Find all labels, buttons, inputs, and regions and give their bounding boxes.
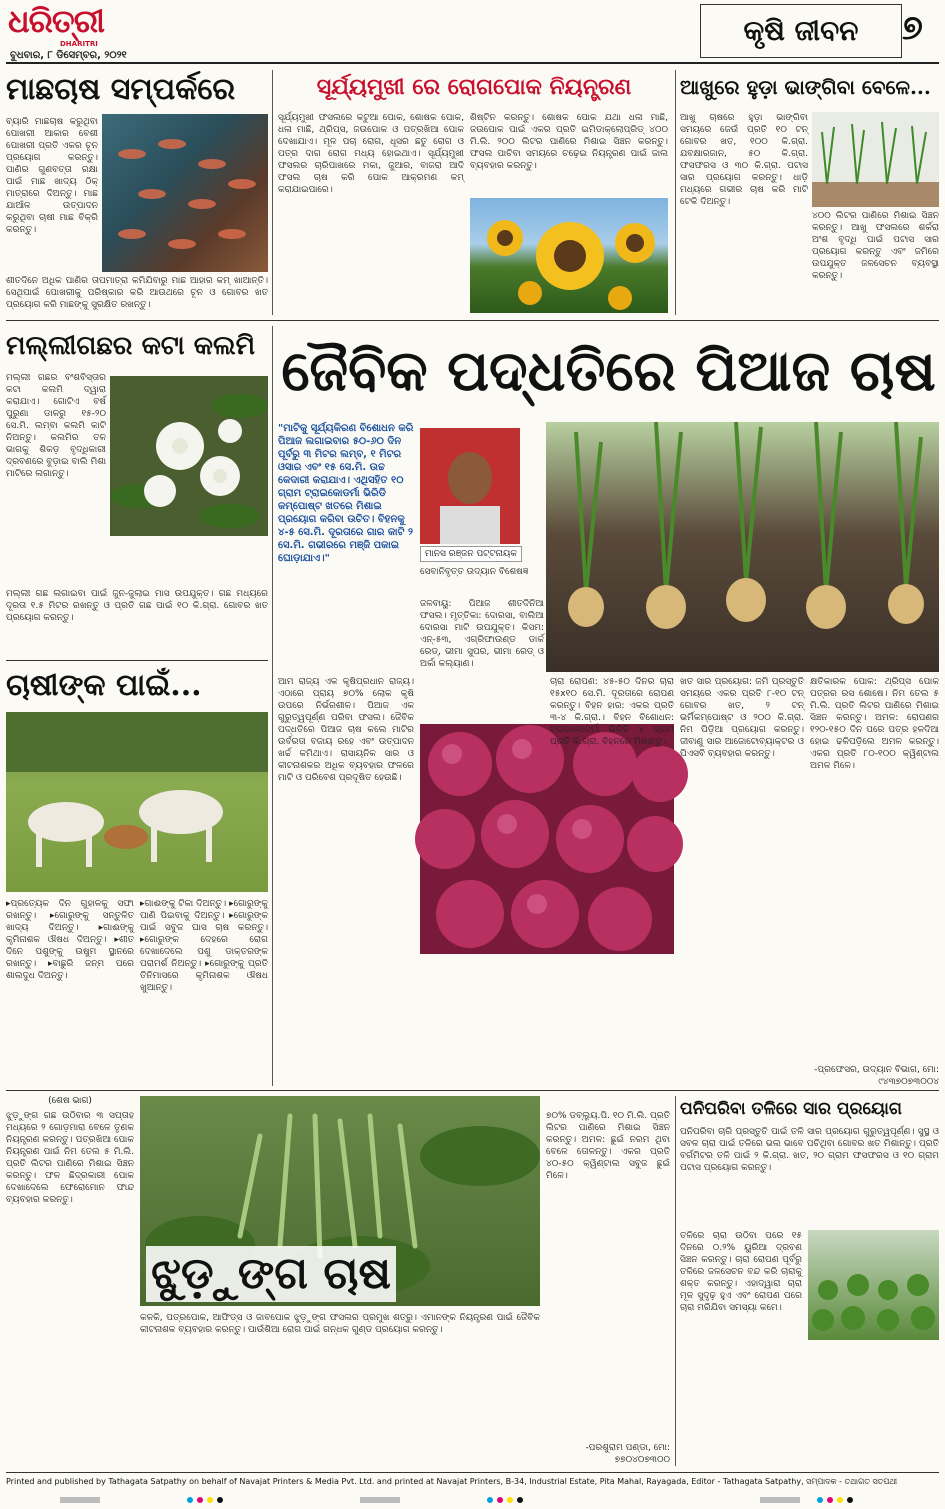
section-title: କୃଷି ଜୀବନ xyxy=(743,14,859,47)
sunflower-body-1: ସୂର୍ଯ୍ୟମୁଖୀ ଫସଲରେ କଟୁଆ ପୋକ, ଶୋଷକ ପୋକ, ଧଳା ମାଛି, ଥ୍ରିପ୍ସ, ଜଉପୋକ ଓ ପତ୍ରଖିଆ ପୋକ ଦେଖାଯାଏ। ମୂଳ ପଚା ରୋଗ, ଧୂସର ଛତୁ ରୋଗ ଓ ପତ୍ର ଦାଗ ରୋଗ ମଧ୍ୟ ହୋଇଥାଏ। ସୂର୍ଯ୍ୟମୁଖୀ ଫସଲର ଚାରିପାଖରେ ମକା, ଜୁଆର, ବାଜରା ଆଦି ଫସଲ ଚାଷ କରି ପୋକ ଆକ୍ରମଣ କମ୍ କରାଯାଇପାରେ। xyxy=(278,113,464,195)
section-divider xyxy=(6,660,268,661)
onion-field-illustration xyxy=(546,422,939,672)
date-line: ବୁଧବାର, ୮ ଡିସେମ୍ବର, ୨୦୨୧ xyxy=(10,50,127,61)
beans-body-1: ଝୁଡ଼ୁଙ୍ଗ ଗଛ ଉଠିବାର ୩ ସପ୍ତାହ ମଧ୍ୟରେ ୨ ଗୋଡ଼ମାରା ବେଳେ ତୃଣକ ନିୟନ୍ତ୍ରଣ କରନ୍ତୁ। ପତ୍ରଖିଆ ପୋକ ନିୟନ୍ତ୍ରଣ ପାଇଁ ନିମ ତେଲ ୫ ମି.ଲି. ପ୍ରତି ଲିଟର ପାଣିରେ ମିଶାଇ ସିଞ୍ଚନ କରନ୍ତୁ। ଫଳ ଛିଦ୍ରକାରୀ ପୋକ ଦେଖାଦେଲେ ଫେରୋମୋନ ଫାନ୍ଦ ବ୍ୟବହାର କରନ୍ତୁ। xyxy=(6,1111,134,1205)
column-divider xyxy=(272,70,273,315)
seedling-photo xyxy=(808,1230,939,1340)
footer-imprint: Printed and published by Tathagata Satpathy on behalf of Navajat Printers & Media Pvt. Ltd. and printed at Navajat Printers, B-34, Industrial Estate, Pita Mahal, Rayagada, Editor - Tathagata Satpathy, ସମ୍ପାଦକ - ତଥାଗତ ସତପଥୀ xyxy=(6,1477,898,1486)
logo-text: ଧରିତ୍ରୀ xyxy=(8,2,104,40)
jasmine-article xyxy=(6,326,268,656)
vegetables-title: ପନିପରିବା ତଳିରେ ସାର ପ୍ରୟୋଗ xyxy=(680,1099,902,1119)
onion-pull-quote: "ମାଟିକୁ ସୂର୍ଯ୍ୟକିରଣ ବିଶୋଧନ କରି ପିଆଜ ଲଗାଇବାର ୫୦-୬୦ ଦିନ ପୂର୍ବରୁ ୩ ମିଟର ଲମ୍ବ, ୧ ମିଟର ଓସାର ଏବଂ ୧୫ ସେ.ମି. ଉଚ୍ଚ କେଦାରୀ କରାଯାଏ। ଏଥିସହିତ ୧୦ ଗ୍ରାମ ଟ୍ରାଇକୋଡର୍ମା ଭିରିଡି କମ୍ପୋଷ୍ଟ ଖତରେ ମିଶାଇ ପ୍ରୟୋଗ କରିବା ଉଚିତ। ବିହନକୁ ୪-୫ ସେ.ମି. ଦୂରତାରେ ଗାର କାଟି ୨ ସେ.ମି. ଗଭୀରରେ ମଞ୍ଜି ପକାଇ ଘୋଡ଼ାଯାଏ।" xyxy=(278,423,414,564)
author-portrait xyxy=(420,428,520,544)
farmers-col-2: ▸ଗାଈଙ୍କୁ ଟିକା ଦିଅନ୍ତୁ। ▸ଗୋରୁଙ୍କୁ ପାଣି ପିଇବାକୁ ଦିଅନ୍ତୁ। ▸ଗୋରୁଙ୍କ ପାଇଁ ସବୁଜ ଘାସ ଚାଷ କରନ୍ତୁ। ▸ଗୋରୁଙ୍କ ଦେହରେ ରୋଗ ଦେଖାଦେଲେ ପଶୁ ଡାକ୍ତରଙ୍କ ପରାମର୍ଶ ନିଅନ୍ତୁ। ▸ଗୋରୁଙ୍କୁ ପ୍ରତି ତିନିମାସରେ କୃମିନାଶକ ଔଷଧ ଖୁଆନ୍ତୁ। xyxy=(140,899,268,993)
jasmine-body-1: ମଲ୍ଲୀ ଗଛର ବଂଶବିସ୍ତାର କଟା କଲମି ଦ୍ୱାରା କରାଯାଏ। ଗୋଟିଏ ବର୍ଷ ପୁରୁଣା ଡାଳରୁ ୧୫-୨୦ ସେ.ମି. ଲମ୍ବା କଲମି କାଟି ନିଅନ୍ତୁ। କଲମିର ତଳ ଭାଗକୁ ଶିକଡ଼ ବୃଦ୍ଧିକାରୀ ଦ୍ରବଣରେ ବୁଡ଼ାଇ ବାଲି ମିଶା ମାଟିରେ ଲଗାନ୍ତୁ। xyxy=(6,373,106,479)
sunflower-title: ସୂର୍ଯ୍ୟମୁଖୀ ରେ ରୋଗପୋକ ନିୟନ୍ତ୍ରଣ xyxy=(316,74,632,100)
farmers-article xyxy=(6,666,268,1086)
sunflower-illustration xyxy=(470,198,668,313)
beans-article xyxy=(6,1096,670,1466)
vegetables-body-2: ତଳିରେ ଚାରା ଉଠିବା ପରେ ୧୫ ଦିନରେ ୦.୨% ୟୁରିଆ ଦ୍ରବଣ ସିଞ୍ଚନ କରନ୍ତୁ। ଚାରା ରୋପଣ ପୂର୍ବରୁ ତଳିରେ ଜଳସେଚନ ବନ୍ଦ କରି ଚାରାକୁ ଶକ୍ତ କରନ୍ତୁ। ଏହାଦ୍ୱାରା ଚାରା ମୂଳ ସୁଦୃଢ଼ ହୁଏ ଏବଂ ରୋପଣ ପରେ ଚାରା ମରିଯିବା ସମସ୍ୟା କମେ। xyxy=(680,1231,802,1313)
sugarcane-illustration xyxy=(812,112,939,207)
onion-field-photo xyxy=(546,422,939,672)
seedling-illustration xyxy=(808,1230,939,1340)
section-title-box xyxy=(700,4,902,58)
fish-photo xyxy=(102,114,268,272)
red-onion-illustration xyxy=(420,724,674,954)
jasmine-photo xyxy=(110,376,268,536)
farmers-col-1: ▸ପ୍ରତ୍ୟେକ ଦିନ ଗୁହାଳକୁ ସଫା ରଖନ୍ତୁ। ▸ଗୋରୁଙ୍କୁ ସନ୍ତୁଳିତ ଖାଦ୍ୟ ଦିଅନ୍ତୁ। ▸ଗାଈଙ୍କୁ କୃମିନାଶକ ଔଷଧ ଦିଅନ୍ତୁ। ▸ଶୀତ ଦିନେ ପଶୁଙ୍କୁ ଉଷୁମ ସ୍ଥାନରେ ରଖନ୍ତୁ। ▸ବାଛୁରି ଜନ୍ମ ପରେ ଶାଲଦୁଧ ଦିଅନ୍ତୁ। xyxy=(6,899,134,981)
jasmine-illustration xyxy=(110,376,268,536)
onion-article xyxy=(278,326,939,1086)
print-color-marks xyxy=(60,1490,880,1500)
vegetables-article xyxy=(680,1096,939,1466)
onion-body-5: କ୍ଷତିକାରକ ପୋକ: ଥ୍ରିପ୍ସ ପୋକ ପତ୍ରର ରସ ଶୋଷେ। ନିମ ତେଲ ୫ ମି.ଲି. ପ୍ରତି ଲିଟର ପାଣିରେ ମିଶାଇ ସିଞ୍ଚନ କରନ୍ତୁ। ଅମଳ: ରୋପଣର ୧୨୦-୧୫୦ ଦିନ ପରେ ପତ୍ର ହଳଦିଆ ହୋଇ ଢଳିପଡ଼ିଲେ ଅମଳ କରନ୍ତୁ। ଏକର ପ୍ରତି ୮୦-୧୦୦ କ୍ୱିଣ୍ଟାଲ ଅମଳ ମିଳେ। xyxy=(810,677,939,771)
sugarcane-photo xyxy=(812,112,939,207)
fish-article xyxy=(6,70,268,315)
author-info: ସେବାନିବୃତ୍ତ ଉଦ୍ୟାନ ବିଶେଷଜ୍ଞ xyxy=(420,567,529,577)
onion-byline: -ପ୍ରଫେସର, ଉଦ୍ୟାନ ବିଭାଗ, ମୋ: ୯୪୩୭୦୭୩୦୦୪ xyxy=(814,1065,939,1087)
fish-body-2: ଶୀତଦିନେ ଅଧିକ ପାଣିର ତାପମାତ୍ରା କମିଯିବାରୁ ମାଛ ଆହାର କମ୍ ଖାଆନ୍ତି। ସେଥିପାଇଁ ପୋଖରୀକୁ ପରିଷ୍କାର କରି ଆଉଥରେ ଚୂନ ଓ ଗୋବର ଖତ ପ୍ରୟୋଗ କରି ମାଛଙ୍କୁ ସୁରକ୍ଷିତ ରଖନ୍ତୁ। xyxy=(6,276,268,310)
red-onion-photo xyxy=(420,724,674,954)
sunflower-body-2: ଶିଷ୍ଟିନ କରନ୍ତୁ। ଶୋଷକ ପୋକ ଯଥା ଧଳା ମାଛି, ଜଉପୋକ ପାଇଁ ଏକର ପ୍ରତି ଇମିଡାକ୍ଲୋପ୍ରିଡ୍ ୪୦୦ ମି.ଲି. ୨୦୦ ଲିଟର ପାଣିରେ ମିଶାଇ ସିଞ୍ଚନ କରନ୍ତୁ। ଫସଲ ପାଚିବା ସମୟରେ ଚଢ଼େଇ ନିୟନ୍ତ୍ରଣ ପାଇଁ ଜାଲ ବ୍ୟବହାର କରନ୍ତୁ। xyxy=(470,113,668,171)
cattle-illustration xyxy=(6,712,268,892)
column-divider xyxy=(675,70,676,315)
section-divider xyxy=(6,1090,939,1091)
jasmine-title: ମଲ୍ଲୀଗଛର କଟା କଲମି xyxy=(6,331,256,361)
section-divider xyxy=(6,320,939,321)
vegetables-body-1: ପନିପରିବା ଚାରି ପ୍ରସ୍ତୁତି ପାଇଁ ତଳି ସାର ପ୍ରୟୋଗ ଗୁରୁତ୍ୱପୂର୍ଣ୍ଣ। ସୁସ୍ଥ ଓ ସବଳ ଚାରା ପାଇଁ ତଳିରେ ଭଲ ଭାବେ ପଚିଥିବା ଗୋବର ଖତ ମିଶାନ୍ତୁ। ପ୍ରତି ବର୍ଗମିଟର ତଳି ପାଇଁ ୨ କି.ଗ୍ରା. ଖତ, ୨୦ ଗ୍ରାମ ଫସଫରସ ଓ ୧୦ ଗ୍ରାମ ପଟାସ ପ୍ରୟୋଗ କରନ୍ତୁ। xyxy=(680,1127,939,1173)
sunflower-photo xyxy=(470,198,668,313)
sugarcane-title: ଆଖୁରେ ହୁଡ଼ା ଭାଙ୍ଗିବା ବେଳେ... xyxy=(680,75,931,99)
fish-body-1: ବ୍ୟାରି ମାଛଚାଷ କରୁଥିବା ପୋଖରୀ ଆକାର ବେଶୀ ପୋଖରୀ ପ୍ରତି ଏକର ଚୂନ ପ୍ରୟୋଗ କରନ୍ତୁ। ପାଣିର ଗୁଣବତ୍ତା ରକ୍ଷା ପାଇଁ ମାଛ ଖାଦ୍ୟ ଠିକ୍ ମାତ୍ରାରେ ଦିଅନ୍ତୁ। ମାଛ ଯାଆଁଳ ଉତ୍ପାଦନ କରୁଥିବା ଚାଷୀ ମାଛ ବିକ୍ରି କରନ୍ତୁ। xyxy=(6,117,98,235)
onion-title: ଜୈବିକ ପଦ୍ଧତିରେ ପିଆଜ ଚାଷ xyxy=(281,338,936,404)
sugarcane-body-1: ଆଖୁ ଚାଷରେ ହୁଡ଼ା ଭାଙ୍ଗିବା ସମୟରେ ଜେଉଁ ପ୍ରତି ୧୦ ଟନ୍ ଗୋବର ଖତ, ୧୦୦ କି.ଗ୍ରା. ଯବକ୍ଷାରଜାନ, ୫୦ କି.ଗ୍ରା. ଫସଫରସ ଓ ୩୦ କି.ଗ୍ରା. ପଟାସ ସାର ପ୍ରୟୋଗ କରନ୍ତୁ। ଧାଡ଼ି ମଧ୍ୟରେ ଗଭୀର ଚାଷ କରି ମାଟି ଟେକି ଦିଅନ୍ତୁ। xyxy=(680,113,808,207)
sunflower-article xyxy=(278,70,670,315)
column-divider xyxy=(675,1096,676,1466)
fish-illustration xyxy=(102,114,268,272)
fish-title: ମାଛଚାଷ ସମ୍ପର୍କରେ xyxy=(6,72,236,107)
sugarcane-body-2: ୪୦୦ ଲିଟର ପାଣିରେ ମିଶାଇ ସିଞ୍ଚନ କରନ୍ତୁ। ଆଖୁ ଫସଲରେ ଶର୍କରା ଅଂଶ ବୃଦ୍ଧି ପାଇଁ ପଟାସ ସାର ପ୍ରୟୋଗ କରନ୍ତୁ ଏବଂ ଜମିରେ ଉପଯୁକ୍ତ ଜଳସେଚନ ବ୍ୟବସ୍ଥା କରନ୍ତୁ। xyxy=(812,211,939,281)
onion-body-4: ଖତ ସାର ପ୍ରୟୋଗ: ଜମି ପ୍ରସ୍ତୁତି ସମୟରେ ଏକର ପ୍ରତି ୮-୧୦ ଟନ୍ ଗୋବର ଖତ, ୨ ଟନ୍ ଭର୍ମିକମ୍ପୋଷ୍ଟ ଓ ୨୦୦ କି.ଗ୍ରା. ନିମ ପିଡ଼ିଆ ପ୍ରୟୋଗ କରନ୍ତୁ। ଜୀବାଣୁ ସାର ଆଜୋଟୋବ୍ୟାକ୍ଟର ଓ ପିଏସବି ବ୍ୟବହାର କରନ୍ତୁ। xyxy=(680,677,804,759)
jasmine-body-2: ମଲ୍ଲୀ ଗଛ ଲଗାଇବା ପାଇଁ ଜୁନ-ଜୁଲାଇ ମାସ ଉପଯୁକ୍ତ। ଗଛ ମଧ୍ୟରେ ଦୂରତା ୧.୫ ମିଟର ରଖନ୍ତୁ ଓ ପ୍ରତି ଗଛ ପାଇଁ ୧୦ କି.ଗ୍ରା. ଗୋବର ଖତ ପ୍ରୟୋଗ କରନ୍ତୁ। xyxy=(6,589,268,623)
cattle-photo xyxy=(6,712,268,892)
onion-body-3: ଚାରା ରୋପଣ: ୪୫-୫୦ ଦିନର ଚାରା ୧୫x୧୦ ସେ.ମି. ଦୂରତାରେ ରୋପଣ କରନ୍ତୁ। ବିହନ ହାର: ଏକର ପ୍ରତି ୩-୪ କି.ଗ୍ରା.। ବିହନ ବିଶୋଧନ: ଟ୍ରାଇକୋଡର୍ମା ଭିରିଡି ୪ ଗ୍ରାମ ପ୍ରତି କି.ଗ୍ରା. ବିହନରେ ମିଶାନ୍ତୁ। xyxy=(550,677,674,747)
masthead xyxy=(0,0,945,62)
registration-marks xyxy=(60,1495,880,1505)
beans-body-2: କଳକି, ପତ୍ରପୋକ, ଆଫିଡ୍ସ ଓ ଜାବପୋକ ଝୁଡ଼ୁଙ୍ଗ ଫସଲର ପ୍ରମୁଖ ଶତ୍ରୁ। ଏମାନଙ୍କ ନିୟନ୍ତ୍ରଣ ପାଇଁ ଜୈବିକ କୀଟନାଶକ ବ୍ୟବହାର କରନ୍ତୁ। ପାଉଁଶିଆ ରୋଗ ପାଇଁ ଗନ୍ଧକ ଗୁଣ୍ଡ ପ୍ରୟୋଗ କରନ୍ତୁ। xyxy=(140,1313,540,1335)
beans-byline: -ପରଶୁରାମ ପଣ୍ଡା, ମୋ: ୭୭୦୪୦୭୩୦୦ xyxy=(585,1443,670,1465)
farmers-title: ଚାଷୀଙ୍କ ପାଇଁ... xyxy=(6,668,202,703)
onion-body-2: ଜଳବାୟୁ: ପିଆଜ ଶୀତଦିନିଆ ଫସଲ। ମୃତ୍ତିକା: ଦୋରସା, ବାଲିଆ ଦୋରସା ମାଟି ଉପଯୁକ୍ତ। କିସମ: ଏନ୍-୫୩, ଏଗ୍ରିଫାଉଣ୍ଡ ଡାର୍କ ରେଡ୍, ଭୀମା ସୁପର, ଭୀମା ରେଡ୍ ଓ ଅର୍କା କଲ୍ୟାଣ। xyxy=(420,599,544,669)
beans-title: ଝୁଡ଼ୁଙ୍ଗ ଚାଷ xyxy=(146,1246,396,1302)
page-number: ୭ xyxy=(902,8,923,48)
beans-body-3: ୭୦% ଡବ୍ଲ୍ୟୁ.ପି. ୧୦ ମି.ଲି. ପ୍ରତି ଲିଟର ପାଣିରେ ମିଶାଇ ସିଞ୍ଚନ କରନ୍ତୁ। ଅମଳ: ଛୁଇଁ ନରମ ଥିବା ବେଳେ ତୋଳନ୍ତୁ। ଏକର ପ୍ରତି ୪୦-୫୦ କ୍ୱିଣ୍ଟାଲ ସବୁଜ ଛୁଇଁ ମିଳେ। xyxy=(546,1111,670,1181)
author-photo xyxy=(420,428,520,544)
masthead-rule xyxy=(6,62,939,64)
author-name: ମାନସ ରଞ୍ଜନ ପଟ୍ଟନାୟକ xyxy=(420,546,522,562)
beans-section-tag: (ଶେଷ ଭାଗ) xyxy=(48,1096,92,1106)
newspaper-logo xyxy=(8,2,128,42)
onion-body-1: ଆମ ରାଜ୍ୟ ଏକ କୃଷିପ୍ରଧାନ ରାଜ୍ୟ। ଏଠାରେ ପ୍ରାୟ ୭୦% ଲୋକ କୃଷି ଉପରେ ନିର୍ଭରଶୀଳ। ପିଆଜ ଏକ ଗୁରୁତ୍ୱପୂର୍ଣ୍ଣ ପରିବା ଫସଲ। ଜୈବିକ ପଦ୍ଧତିରେ ପିଆଜ ଚାଷ କଲେ ମାଟିର ଉର୍ବରତା ବଜାୟ ରହେ ଏବଂ ଉତ୍ପାଦନ ଖର୍ଚ୍ଚ କମିଥାଏ। ରାସାୟନିକ ସାର ଓ କୀଟନାଶକର ଅଧିକ ବ୍ୟବହାର ଫଳରେ ମାଟି ଓ ପରିବେଶ ପ୍ରଦୂଷିତ ହେଉଛି। xyxy=(278,677,414,783)
logo-sub: DHARITRI xyxy=(60,40,98,48)
column-divider xyxy=(272,326,273,1086)
footer-rule xyxy=(6,1472,939,1473)
sugarcane-article xyxy=(680,70,939,315)
